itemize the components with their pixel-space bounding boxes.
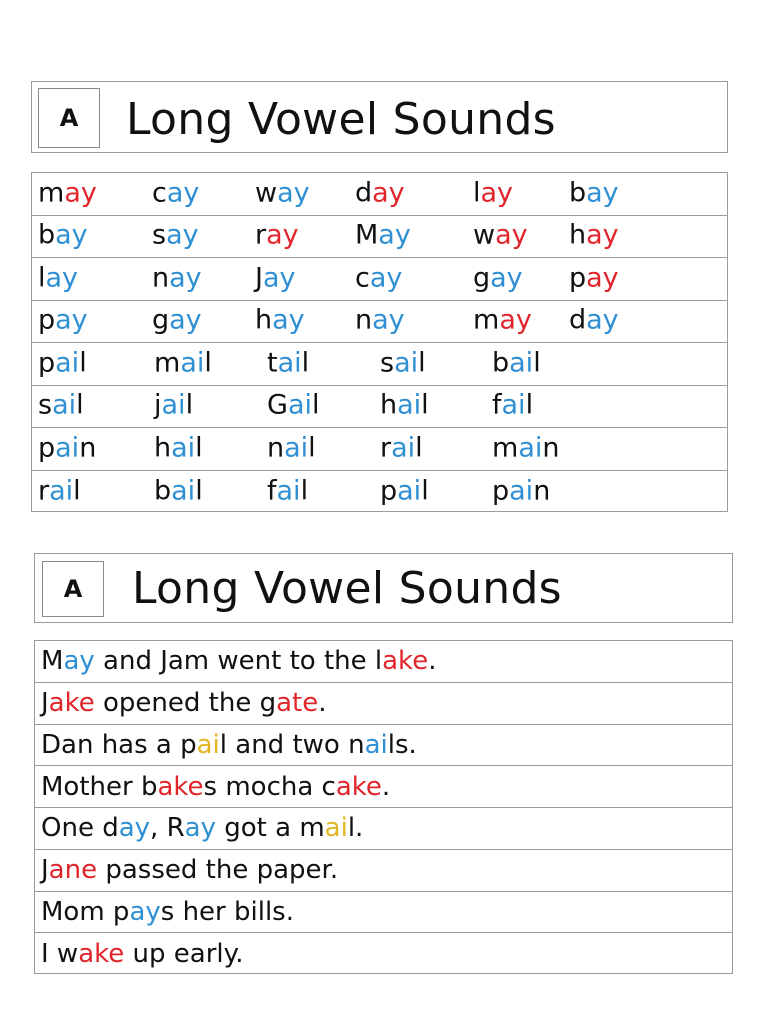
text-segment: ay — [277, 177, 310, 209]
word-cell — [473, 177, 514, 209]
text-segment: l — [76, 389, 84, 421]
text-segment: ai — [52, 389, 77, 421]
word-cell — [38, 262, 79, 294]
text-segment: got a m — [215, 813, 325, 844]
text-segment: j — [154, 389, 162, 421]
text-segment: s — [38, 389, 53, 421]
word-cell — [355, 304, 405, 336]
word-cell — [38, 177, 97, 209]
text-segment: ai — [49, 475, 74, 507]
word-cell — [492, 475, 551, 507]
word-row — [32, 428, 727, 471]
panel2-header — [34, 553, 733, 623]
text-segment: ane — [48, 855, 98, 886]
text-segment: Mom p — [41, 896, 130, 927]
text-segment: r — [255, 219, 267, 251]
sentence-row — [35, 641, 732, 683]
text-segment: ay — [63, 646, 95, 677]
word-cell — [355, 177, 405, 209]
text-segment: l and two n — [219, 729, 365, 760]
text-segment: ay — [586, 219, 619, 251]
text-segment: h — [569, 219, 587, 251]
text-segment: n — [152, 262, 170, 294]
text-segment: ay — [372, 304, 405, 336]
text-segment: ake — [335, 771, 382, 802]
text-segment: ate — [276, 688, 319, 719]
word-cell — [267, 432, 316, 464]
text-segment: J — [41, 688, 49, 719]
word-cell — [380, 389, 429, 421]
panel2-title: Long Vowel Sounds — [132, 563, 562, 614]
text-segment: opened the g — [94, 688, 277, 719]
text-segment: l — [195, 432, 203, 464]
text-segment: h — [380, 389, 398, 421]
text-segment: n — [355, 304, 373, 336]
text-segment: ay — [586, 304, 619, 336]
panel1-badge: A — [38, 88, 100, 148]
text-segment: ay — [55, 219, 88, 251]
word-cell — [473, 262, 523, 294]
text-segment: ay — [129, 896, 161, 927]
text-segment: l — [195, 475, 203, 507]
text-segment: ai — [171, 432, 196, 464]
text-segment: g — [473, 262, 491, 294]
word-cell — [38, 219, 88, 251]
text-segment: ay — [169, 262, 202, 294]
text-segment: M — [355, 219, 379, 251]
sentence-table — [34, 640, 733, 974]
text-segment: ake — [48, 688, 95, 719]
text-segment: and Jam went to the l — [94, 646, 383, 677]
text-segment: passed the paper. — [97, 855, 339, 886]
text-segment: l — [204, 347, 212, 379]
text-segment: ai — [324, 813, 348, 844]
word-row — [32, 386, 727, 429]
text-segment: t — [267, 347, 278, 379]
text-segment: ay — [166, 177, 200, 209]
text-segment: . — [318, 688, 327, 719]
word-cell — [255, 219, 299, 251]
text-segment: ai — [161, 389, 186, 421]
text-segment: ai — [196, 729, 220, 760]
word-row — [32, 173, 727, 216]
text-segment: c — [355, 262, 370, 294]
panel2-badge: A — [42, 561, 104, 617]
text-segment: n — [542, 432, 560, 464]
word-cell — [154, 475, 203, 507]
text-segment: l — [525, 389, 534, 421]
sentence-row — [35, 850, 732, 892]
text-segment: ay — [169, 304, 202, 336]
text-segment: l — [311, 389, 320, 421]
text-segment: l — [415, 432, 423, 464]
text-segment: m — [473, 304, 500, 336]
sentence-row — [35, 933, 732, 975]
text-segment: ai — [180, 347, 205, 379]
sentence-row — [35, 808, 732, 850]
text-segment: J — [41, 855, 49, 886]
word-cell — [152, 262, 202, 294]
text-segment: ake — [382, 646, 429, 677]
text-segment: l — [73, 475, 81, 507]
word-cell — [152, 219, 199, 251]
text-segment: ay — [586, 262, 619, 294]
word-cell — [255, 262, 296, 294]
sentence-row — [35, 892, 732, 934]
text-segment: b — [38, 219, 56, 251]
text-segment: l — [300, 475, 309, 507]
text-segment: ay — [378, 219, 411, 251]
text-segment: p — [38, 432, 56, 464]
text-segment: ai — [397, 389, 422, 421]
text-segment: One d — [41, 813, 119, 844]
text-segment: ay — [372, 177, 405, 209]
text-segment: l — [473, 177, 481, 209]
word-cell — [38, 432, 97, 464]
text-segment: ake — [78, 939, 125, 970]
text-segment: l — [421, 389, 429, 421]
word-table — [31, 172, 728, 512]
text-segment: G — [267, 389, 288, 421]
text-segment: h — [154, 432, 172, 464]
text-segment: l — [79, 347, 87, 379]
text-segment: l — [418, 347, 426, 379]
text-segment: r — [380, 432, 392, 464]
word-row — [32, 216, 727, 259]
sentence-row — [35, 766, 732, 808]
word-cell — [152, 304, 202, 336]
text-segment: ai — [397, 475, 422, 507]
text-segment: ay — [272, 304, 305, 336]
text-segment: ay — [586, 177, 619, 209]
panel1-header — [31, 81, 728, 153]
word-cell — [380, 347, 426, 379]
text-segment: s — [380, 347, 395, 379]
text-segment: m — [154, 347, 181, 379]
word-cell — [152, 177, 200, 209]
text-segment: ai — [284, 432, 309, 464]
text-segment: h — [255, 304, 273, 336]
word-cell — [569, 304, 619, 336]
word-cell — [492, 347, 541, 379]
text-segment: ake — [157, 771, 204, 802]
text-segment: m — [38, 177, 65, 209]
text-segment: ls. — [387, 729, 417, 760]
word-cell — [267, 347, 310, 379]
word-cell — [569, 177, 619, 209]
text-segment: ay — [480, 177, 514, 209]
text-segment: . — [428, 646, 437, 677]
text-segment: p — [38, 304, 56, 336]
word-cell — [473, 219, 528, 251]
text-segment: f — [267, 475, 277, 507]
text-segment: l. — [347, 813, 364, 844]
text-segment: s mocha c — [203, 771, 336, 802]
text-segment: d — [569, 304, 587, 336]
word-cell — [569, 219, 619, 251]
word-cell — [255, 304, 305, 336]
text-segment: ay — [495, 219, 528, 251]
text-segment: Mother b — [41, 771, 158, 802]
text-segment: Dan has a p — [41, 729, 197, 760]
word-cell — [154, 432, 203, 464]
word-cell — [492, 389, 534, 421]
word-row — [32, 471, 727, 514]
text-segment: l — [185, 389, 194, 421]
text-segment: I w — [41, 939, 79, 970]
sentence-row — [35, 725, 732, 767]
word-cell — [355, 219, 411, 251]
text-segment: w — [255, 177, 278, 209]
text-segment: n — [79, 432, 97, 464]
text-segment: ay — [369, 262, 403, 294]
word-cell — [355, 262, 403, 294]
word-cell — [154, 389, 194, 421]
text-segment: ay — [490, 262, 523, 294]
text-segment: ai — [287, 389, 312, 421]
text-segment: ai — [55, 432, 80, 464]
text-segment: . — [381, 771, 391, 802]
text-segment: ay — [262, 262, 296, 294]
text-segment: ay — [499, 304, 532, 336]
text-segment: up early. — [124, 939, 244, 970]
word-cell — [569, 262, 619, 294]
panel1-title: Long Vowel Sounds — [126, 94, 556, 145]
text-segment: p — [38, 347, 56, 379]
text-segment: ay — [166, 219, 199, 251]
text-segment: g — [152, 304, 170, 336]
word-cell — [267, 475, 309, 507]
word-row — [32, 343, 727, 386]
text-segment: p — [380, 475, 398, 507]
word-cell — [38, 347, 87, 379]
word-cell — [38, 304, 88, 336]
text-segment: c — [152, 177, 167, 209]
text-segment: ai — [509, 347, 534, 379]
text-segment: l — [38, 262, 46, 294]
word-cell — [492, 432, 560, 464]
text-segment: s — [152, 219, 167, 251]
word-cell — [380, 475, 429, 507]
text-segment: p — [569, 262, 587, 294]
text-segment: p — [492, 475, 510, 507]
text-segment: M — [41, 646, 64, 677]
text-segment: ay — [266, 219, 299, 251]
word-row — [32, 301, 727, 344]
text-segment: b — [569, 177, 587, 209]
text-segment: f — [492, 389, 502, 421]
text-segment: ay — [184, 813, 216, 844]
text-segment: l — [301, 347, 310, 379]
sentence-row — [35, 683, 732, 725]
text-segment: ai — [394, 347, 419, 379]
text-segment: d — [355, 177, 373, 209]
text-segment: ai — [518, 432, 543, 464]
text-segment: ai — [501, 389, 526, 421]
word-cell — [255, 177, 310, 209]
text-segment: l — [308, 432, 316, 464]
text-segment: ai — [55, 347, 80, 379]
text-segment: s her bills. — [160, 896, 294, 927]
text-segment: m — [492, 432, 519, 464]
text-segment: ay — [64, 177, 97, 209]
text-segment: ay — [118, 813, 151, 844]
text-segment: w — [473, 219, 496, 251]
text-segment: J — [255, 262, 263, 294]
text-segment: , R — [150, 813, 185, 844]
text-segment: l — [533, 347, 541, 379]
text-segment: ai — [509, 475, 534, 507]
text-segment: ai — [364, 729, 388, 760]
text-segment: l — [421, 475, 429, 507]
text-segment: ay — [45, 262, 79, 294]
word-row — [32, 258, 727, 301]
text-segment: ai — [391, 432, 416, 464]
text-segment: ai — [277, 347, 302, 379]
text-segment: n — [267, 432, 285, 464]
text-segment: ai — [276, 475, 301, 507]
text-segment: ai — [171, 475, 196, 507]
text-segment: ay — [55, 304, 88, 336]
text-segment: r — [38, 475, 50, 507]
word-cell — [267, 389, 320, 421]
word-cell — [473, 304, 532, 336]
text-segment: b — [154, 475, 172, 507]
word-cell — [380, 432, 423, 464]
word-cell — [38, 475, 81, 507]
text-segment: n — [533, 475, 551, 507]
word-cell — [154, 347, 212, 379]
word-cell — [38, 389, 84, 421]
text-segment: b — [492, 347, 510, 379]
